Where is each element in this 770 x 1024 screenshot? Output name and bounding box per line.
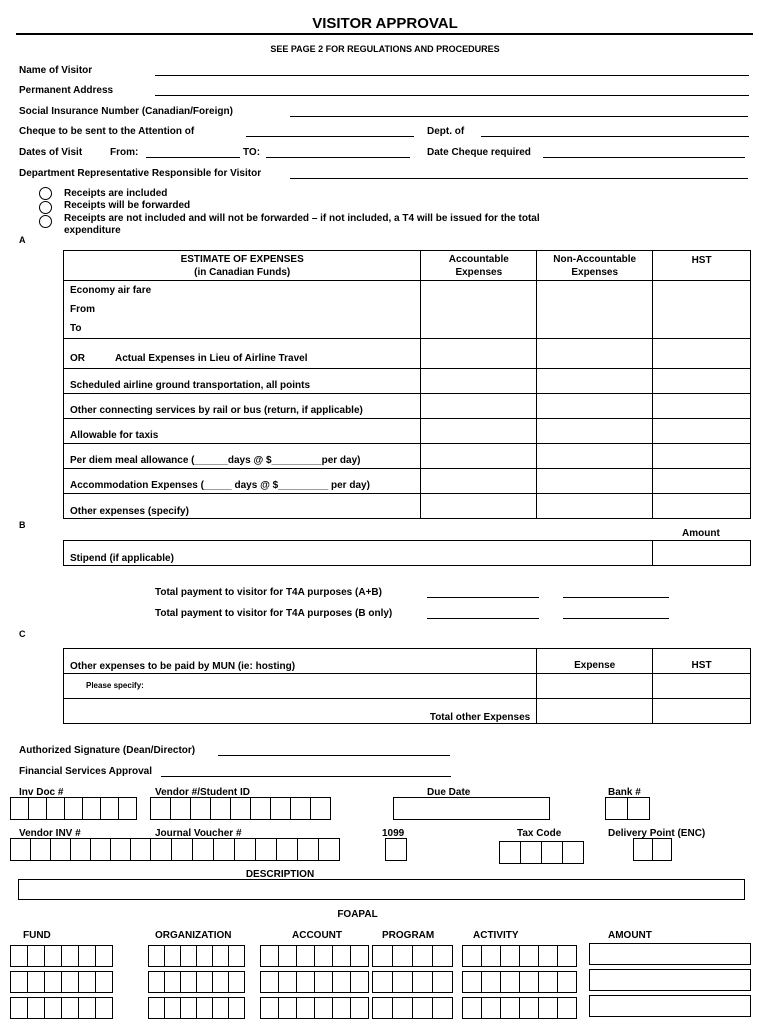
digit-box[interactable] xyxy=(27,971,45,993)
amount-field[interactable] xyxy=(589,969,751,991)
actual-hst-cell[interactable] xyxy=(653,339,751,369)
digit-box[interactable] xyxy=(61,971,79,993)
digit-box[interactable] xyxy=(212,945,229,967)
digit-box[interactable] xyxy=(557,997,577,1019)
actual-non-accountable-cell[interactable] xyxy=(537,339,653,369)
from-label: From: xyxy=(110,147,139,158)
vendor-id-label: Vendor #/Student ID xyxy=(155,787,251,798)
digit-box[interactable] xyxy=(78,971,96,993)
digit-box[interactable] xyxy=(27,997,45,1019)
estimate-header: ESTIMATE OF EXPENSES (in Canadian Funds) xyxy=(64,251,421,281)
digit-box[interactable] xyxy=(538,945,558,967)
digit-box[interactable] xyxy=(278,945,297,967)
activity-boxes[interactable] xyxy=(462,971,577,993)
digit-box[interactable] xyxy=(500,997,520,1019)
other-hst-cell[interactable] xyxy=(653,494,751,519)
amount-field[interactable] xyxy=(589,943,751,965)
fund-label: FUND xyxy=(23,930,51,941)
digit-box[interactable] xyxy=(180,945,197,967)
program-boxes[interactable] xyxy=(372,997,453,1019)
due-date-field[interactable] xyxy=(393,797,550,820)
date-cheque-field[interactable] xyxy=(543,157,745,158)
actual-accountable-cell[interactable] xyxy=(421,339,537,369)
digit-box[interactable] xyxy=(118,797,137,820)
digit-box[interactable] xyxy=(228,997,245,1019)
digit-box[interactable] xyxy=(164,945,181,967)
other-row-label: Other expenses (specify) xyxy=(64,494,421,519)
digit-box[interactable] xyxy=(500,971,520,993)
digit-box[interactable] xyxy=(519,971,539,993)
receipts-included-label: Receipts are included xyxy=(64,188,168,199)
digit-box[interactable] xyxy=(64,797,83,820)
digit-box[interactable] xyxy=(350,971,369,993)
bank-boxes[interactable] xyxy=(605,797,650,820)
receipts-not-included-label-2: expenditure xyxy=(64,225,121,236)
digit-box[interactable] xyxy=(44,971,62,993)
delivery-point-boxes[interactable] xyxy=(633,838,672,861)
receipts-not-included-radio[interactable] xyxy=(39,215,52,228)
digit-box[interactable] xyxy=(150,797,171,820)
accommodation-row-label: Accommodation Expenses (_____ days @ $_________ per day) xyxy=(64,469,421,494)
organization-boxes[interactable] xyxy=(148,971,245,993)
digit-box[interactable] xyxy=(78,997,96,1019)
airfare-accountable-cell[interactable] xyxy=(421,281,537,339)
digit-box[interactable] xyxy=(196,971,213,993)
digit-box[interactable] xyxy=(255,838,277,861)
total-b-field-1[interactable] xyxy=(427,618,539,619)
digit-box[interactable] xyxy=(412,945,433,967)
digit-box[interactable] xyxy=(95,971,113,993)
foapal-title: FOAPAL xyxy=(337,909,378,920)
digit-box[interactable] xyxy=(392,945,413,967)
per-diem-hst-cell[interactable] xyxy=(653,444,751,469)
digit-box[interactable] xyxy=(412,997,433,1019)
section-a-label: A xyxy=(19,235,26,245)
page-title: VISITOR APPROVAL xyxy=(312,15,458,32)
receipts-included-radio[interactable] xyxy=(39,187,52,200)
digit-box[interactable] xyxy=(278,997,297,1019)
ground-accountable-cell[interactable] xyxy=(421,369,537,394)
digit-box[interactable] xyxy=(538,997,558,1019)
digit-box[interactable] xyxy=(332,945,351,967)
hst-header: HST xyxy=(653,251,751,281)
airfare-row-label: Economy air fare From To xyxy=(64,281,421,339)
receipts-forwarded-radio[interactable] xyxy=(39,201,52,214)
digit-box[interactable] xyxy=(46,797,65,820)
digit-box[interactable] xyxy=(260,945,279,967)
accountable-header: Accountable Expenses xyxy=(421,251,537,281)
taxis-row-label: Allowable for taxis xyxy=(64,419,421,444)
organization-label: ORGANIZATION xyxy=(155,930,232,941)
sin-label: Social Insurance Number (Canadian/Foreign) xyxy=(19,106,233,117)
digit-box[interactable] xyxy=(196,945,213,967)
name-label: Name of Visitor xyxy=(19,65,93,76)
digit-box[interactable] xyxy=(392,971,413,993)
digit-box[interactable] xyxy=(30,838,51,861)
connecting-non-accountable-cell[interactable] xyxy=(537,394,653,419)
non-accountable-header: Non-Accountable Expenses xyxy=(537,251,653,281)
accommodation-accountable-cell[interactable] xyxy=(421,469,537,494)
digit-box[interactable] xyxy=(605,797,628,820)
section-c-label: C xyxy=(19,629,26,639)
fund-boxes[interactable] xyxy=(10,971,113,993)
digit-box[interactable] xyxy=(78,945,96,967)
mun-specify-label[interactable]: Please specify: xyxy=(64,674,537,699)
delivery-point-label: Delivery Point (ENC) xyxy=(608,828,706,839)
per-diem-accountable-cell[interactable] xyxy=(421,444,537,469)
digit-box[interactable] xyxy=(110,838,131,861)
digit-box[interactable] xyxy=(372,945,393,967)
digit-box[interactable] xyxy=(82,797,101,820)
accommodation-non-accountable-cell[interactable] xyxy=(537,469,653,494)
address-label: Permanent Address xyxy=(19,85,114,96)
taxis-hst-cell[interactable] xyxy=(653,419,751,444)
sin-field[interactable] xyxy=(290,116,748,117)
address-field[interactable] xyxy=(155,95,749,96)
airfare-hst-cell[interactable] xyxy=(653,281,751,339)
digit-box[interactable] xyxy=(318,838,340,861)
total-b-field-2[interactable] xyxy=(563,618,669,619)
digit-box[interactable] xyxy=(652,838,672,861)
digit-box[interactable] xyxy=(432,945,453,967)
organization-boxes[interactable] xyxy=(148,945,245,967)
stipend-amount-cell[interactable] xyxy=(652,540,751,566)
stipend-label-cell xyxy=(63,540,653,566)
digit-box[interactable] xyxy=(95,945,113,967)
digit-box[interactable] xyxy=(296,997,315,1019)
digit-box[interactable] xyxy=(10,971,28,993)
program-boxes[interactable] xyxy=(372,971,453,993)
digit-box[interactable] xyxy=(520,841,542,864)
digit-box[interactable] xyxy=(100,797,119,820)
digit-box[interactable] xyxy=(212,971,229,993)
digit-box[interactable] xyxy=(10,945,28,967)
digit-box[interactable] xyxy=(250,797,271,820)
digit-box[interactable] xyxy=(196,997,213,1019)
mun-label: Other expenses to be paid by MUN (ie: hosting) xyxy=(64,649,537,674)
digit-box[interactable] xyxy=(412,971,433,993)
title-rule xyxy=(16,33,753,35)
digit-box[interactable] xyxy=(170,797,191,820)
to-date-field[interactable] xyxy=(266,157,410,158)
digit-box[interactable] xyxy=(350,945,369,967)
other-non-accountable-cell[interactable] xyxy=(537,494,653,519)
digit-box[interactable] xyxy=(28,797,47,820)
digit-box[interactable] xyxy=(519,997,539,1019)
tax-code-label: Tax Code xyxy=(517,828,562,839)
mun-total-hst-cell[interactable] xyxy=(653,699,751,724)
expenses-table xyxy=(63,250,751,519)
fund-boxes[interactable] xyxy=(10,997,113,1019)
taxis-accountable-cell[interactable] xyxy=(421,419,537,444)
receipts-forwarded-label: Receipts will be forwarded xyxy=(64,200,191,211)
digit-box[interactable] xyxy=(519,945,539,967)
digit-box[interactable] xyxy=(557,971,577,993)
mun-specify-expense-cell[interactable] xyxy=(537,674,653,699)
receipts-not-included-label: Receipts are not included and will not be forwarded – if not included, a T4 will be issued for the total xyxy=(64,213,540,224)
digit-box[interactable] xyxy=(481,945,501,967)
account-boxes[interactable] xyxy=(260,945,369,967)
digit-box[interactable] xyxy=(130,838,151,861)
mun-total-expense-cell[interactable] xyxy=(537,699,653,724)
digit-box[interactable] xyxy=(296,945,315,967)
digit-box[interactable] xyxy=(10,797,29,820)
digit-box[interactable] xyxy=(228,945,245,967)
digit-box[interactable] xyxy=(50,838,71,861)
digit-box[interactable] xyxy=(150,838,172,861)
authorized-signature-label: Authorized Signature (Dean/Director) xyxy=(19,745,196,756)
taxis-non-accountable-cell[interactable] xyxy=(537,419,653,444)
section-b-label: B xyxy=(19,520,26,530)
journal-voucher-boxes[interactable] xyxy=(150,838,340,861)
dept-rep-label: Department Representative Responsible for Visitor xyxy=(19,168,262,179)
digit-box[interactable] xyxy=(372,971,393,993)
digit-box[interactable] xyxy=(332,971,351,993)
digit-box[interactable] xyxy=(213,838,235,861)
digit-box[interactable] xyxy=(148,971,165,993)
description-label: DESCRIPTION xyxy=(245,869,315,880)
total-b-label: Total payment to visitor for T4A purposes (B only) xyxy=(155,608,393,619)
digit-box[interactable] xyxy=(541,841,563,864)
tax-code-boxes[interactable] xyxy=(499,841,584,864)
mun-expense-header: Expense xyxy=(537,649,653,674)
digit-box[interactable] xyxy=(164,997,181,1019)
digit-box[interactable] xyxy=(462,971,482,993)
cheque-attention-field[interactable] xyxy=(246,136,414,137)
digit-box[interactable] xyxy=(314,997,333,1019)
digit-box[interactable] xyxy=(44,945,62,967)
digit-box[interactable] xyxy=(557,945,577,967)
digit-box[interactable] xyxy=(499,841,521,864)
to-label: TO: xyxy=(243,147,261,158)
digit-box[interactable] xyxy=(27,945,45,967)
digit-box[interactable] xyxy=(180,971,197,993)
activity-boxes[interactable] xyxy=(462,945,577,967)
total-ab-field-2[interactable] xyxy=(563,597,669,598)
fund-boxes[interactable] xyxy=(10,945,113,967)
total-ab-label: Total payment to visitor for T4A purposes (A+B) xyxy=(155,587,382,598)
page-subtitle: SEE PAGE 2 FOR REGULATIONS AND PROCEDURES xyxy=(270,44,500,54)
cheque-attention-label: Cheque to be sent to the Attention of xyxy=(19,126,195,137)
stipend-label: Stipend (if applicable) xyxy=(70,553,174,564)
amount-field[interactable] xyxy=(589,995,751,1017)
activity-boxes[interactable] xyxy=(462,997,577,1019)
journal-voucher-label: Journal Voucher # xyxy=(155,828,242,839)
digit-box[interactable] xyxy=(562,841,584,864)
digit-box[interactable] xyxy=(538,971,558,993)
account-boxes[interactable] xyxy=(260,971,369,993)
dept-of-label: Dept. of xyxy=(427,126,465,137)
digit-box[interactable] xyxy=(210,797,231,820)
amount-label: AMOUNT xyxy=(608,930,652,941)
digit-box[interactable] xyxy=(372,997,393,1019)
digit-box[interactable] xyxy=(164,971,181,993)
digit-box[interactable] xyxy=(432,971,453,993)
digit-box[interactable] xyxy=(276,838,298,861)
digit-box[interactable] xyxy=(171,838,193,861)
digit-box[interactable] xyxy=(481,971,501,993)
digit-box[interactable] xyxy=(310,797,331,820)
digit-box[interactable] xyxy=(462,945,482,967)
digit-box[interactable] xyxy=(297,838,319,861)
digit-box[interactable] xyxy=(260,971,279,993)
amount-header: Amount xyxy=(682,528,720,539)
digit-box[interactable] xyxy=(432,997,453,1019)
program-label: PROGRAM xyxy=(382,930,435,941)
ground-row-label: Scheduled airline ground transportation, all points xyxy=(64,369,421,394)
financial-approval-field[interactable] xyxy=(161,776,451,777)
digit-box[interactable] xyxy=(633,838,653,861)
per-diem-non-accountable-cell[interactable] xyxy=(537,444,653,469)
digit-box[interactable] xyxy=(260,997,279,1019)
digit-box[interactable] xyxy=(462,997,482,1019)
account-boxes[interactable] xyxy=(260,997,369,1019)
digit-box[interactable] xyxy=(70,838,91,861)
mun-expenses-table xyxy=(63,648,751,724)
account-label: ACCOUNT xyxy=(292,930,342,941)
digit-box[interactable] xyxy=(278,971,297,993)
digit-box[interactable] xyxy=(192,838,214,861)
digit-box[interactable] xyxy=(500,945,520,967)
digit-box[interactable] xyxy=(44,997,62,1019)
digit-box[interactable] xyxy=(228,971,245,993)
actual-expenses-row-label: OR Actual Expenses in Lieu of Airline Travel xyxy=(64,339,421,369)
connecting-hst-cell[interactable] xyxy=(653,394,751,419)
digit-box[interactable] xyxy=(314,945,333,967)
program-boxes[interactable] xyxy=(372,945,453,967)
digit-box[interactable] xyxy=(290,797,311,820)
digit-box[interactable] xyxy=(481,997,501,1019)
activity-label: ACTIVITY xyxy=(473,930,519,941)
digit-box[interactable] xyxy=(627,797,650,820)
digit-box[interactable] xyxy=(148,997,165,1019)
digit-box[interactable] xyxy=(230,797,251,820)
digit-box[interactable] xyxy=(190,797,211,820)
digit-box[interactable] xyxy=(148,945,165,967)
financial-approval-label: Financial Services Approval xyxy=(19,766,153,777)
dept-of-field[interactable] xyxy=(481,136,749,137)
digit-box[interactable] xyxy=(95,997,113,1019)
digit-box[interactable] xyxy=(212,997,229,1019)
digit-box[interactable] xyxy=(61,997,79,1019)
code-1099-box[interactable] xyxy=(385,838,407,861)
digit-box[interactable] xyxy=(90,838,111,861)
per-diem-row-label: Per diem meal allowance (______days @ $_________per day) xyxy=(64,444,421,469)
digit-box[interactable] xyxy=(296,971,315,993)
due-date-label: Due Date xyxy=(427,787,471,798)
inv-doc-label: Inv Doc # xyxy=(19,787,64,798)
mun-hst-header: HST xyxy=(653,649,751,674)
vendor-id-boxes[interactable] xyxy=(150,797,331,820)
digit-box[interactable] xyxy=(270,797,291,820)
digit-box[interactable] xyxy=(61,945,79,967)
accommodation-hst-cell[interactable] xyxy=(653,469,751,494)
mun-total-label: Total other Expenses xyxy=(64,699,537,724)
digit-box[interactable] xyxy=(234,838,256,861)
other-accountable-cell[interactable] xyxy=(421,494,537,519)
organization-boxes[interactable] xyxy=(148,997,245,1019)
vendor-inv-boxes[interactable] xyxy=(10,838,151,861)
ground-non-accountable-cell[interactable] xyxy=(537,369,653,394)
digit-box[interactable] xyxy=(10,838,31,861)
ground-hst-cell[interactable] xyxy=(653,369,751,394)
bank-label: Bank # xyxy=(608,787,641,798)
airfare-non-accountable-cell[interactable] xyxy=(537,281,653,339)
total-ab-field-1[interactable] xyxy=(427,597,539,598)
connecting-row-label: Other connecting services by rail or bus (return, if applicable) xyxy=(64,394,421,419)
inv-doc-boxes[interactable] xyxy=(10,797,137,820)
digit-box[interactable] xyxy=(180,997,197,1019)
digit-box[interactable] xyxy=(392,997,413,1019)
name-field[interactable] xyxy=(155,75,749,76)
description-field[interactable] xyxy=(18,879,745,900)
mun-specify-hst-cell[interactable] xyxy=(653,674,751,699)
digit-box[interactable] xyxy=(350,997,369,1019)
digit-box[interactable] xyxy=(10,997,28,1019)
dept-rep-field[interactable] xyxy=(290,178,748,179)
from-date-field[interactable] xyxy=(146,157,240,158)
dates-of-visit-label: Dates of Visit xyxy=(19,147,83,158)
code-1099-label: 1099 xyxy=(382,828,405,839)
date-cheque-label: Date Cheque required xyxy=(427,147,531,158)
connecting-accountable-cell[interactable] xyxy=(421,394,537,419)
authorized-signature-field[interactable] xyxy=(218,755,450,756)
vendor-inv-label: Vendor INV # xyxy=(19,828,81,839)
digit-box[interactable] xyxy=(314,971,333,993)
digit-box[interactable] xyxy=(332,997,351,1019)
